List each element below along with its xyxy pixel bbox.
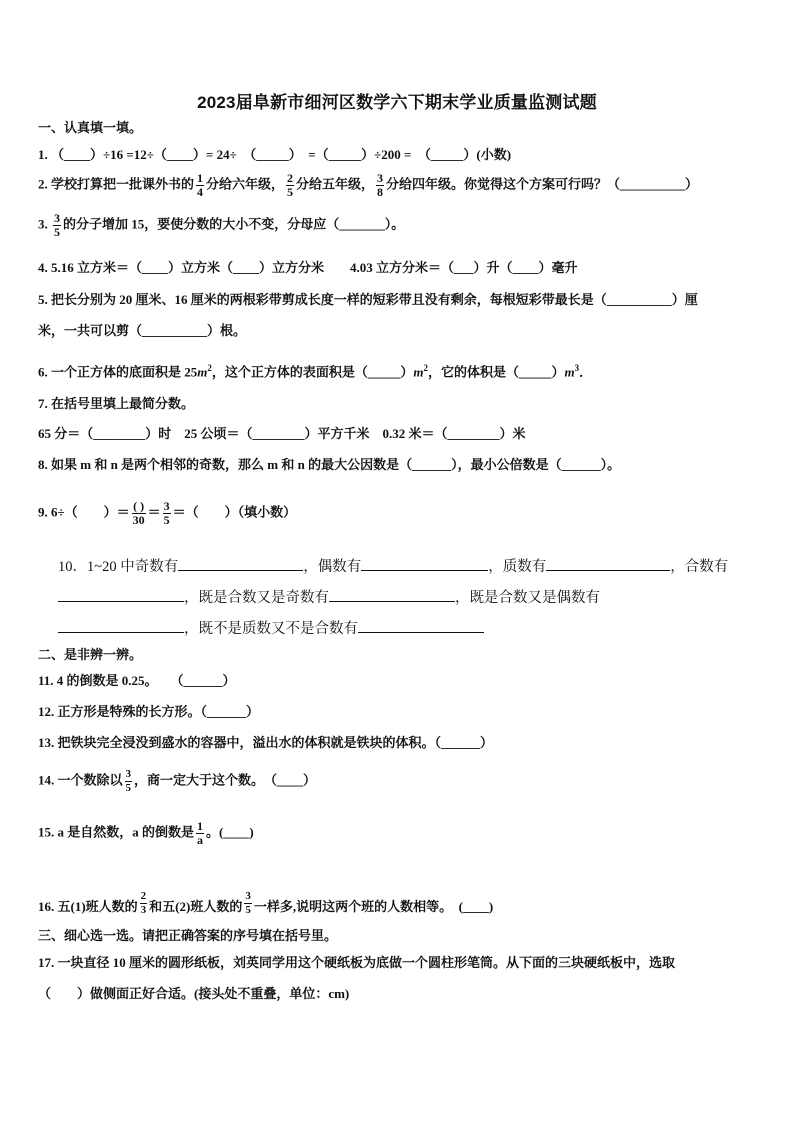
- numerator: 2: [140, 890, 147, 902]
- page-title: 2023届阜新市细河区数学六下期末学业质量监测试题: [197, 93, 597, 112]
- denominator: 5: [125, 782, 132, 794]
- question-3: [38, 212, 756, 239]
- question-10-line-3: [58, 619, 764, 639]
- question-text: ，既不是质数又不是合数有: [184, 621, 358, 637]
- question-text: 10．1~20 中奇数有: [58, 559, 179, 575]
- exponent: 2: [423, 363, 429, 373]
- fraction: [376, 172, 384, 199]
- question-number: 11.: [38, 673, 54, 688]
- section-1-heading: 一、认真填一填。: [38, 120, 143, 135]
- equals: ＝: [147, 504, 161, 520]
- answer-blank[interactable]: [361, 557, 488, 571]
- denominator: 5: [287, 185, 294, 199]
- question-15: [38, 820, 756, 847]
- question-5-line-2: 米，一共可以剪（__________）根。: [38, 323, 247, 338]
- question-text: ，既是合数又是偶数有: [455, 590, 600, 606]
- question-text: ，它的体积是（_____）: [428, 364, 565, 380]
- question-number: 7.: [38, 396, 48, 411]
- question-text: ，偶数有: [303, 559, 362, 575]
- question-number: 6.: [38, 364, 48, 380]
- question-4: [38, 258, 756, 278]
- numerator: 2: [287, 171, 294, 185]
- question-text: 。(____): [206, 824, 254, 840]
- numerator: 1: [197, 819, 204, 833]
- fraction: [53, 212, 61, 239]
- numerator: 3: [125, 768, 132, 780]
- question-6: [38, 358, 756, 382]
- question-text: 和五(2)班人数的: [149, 899, 243, 914]
- question-number: 8.: [38, 457, 48, 472]
- denominator: 4: [197, 185, 204, 199]
- numerator: 3: [245, 890, 251, 902]
- section-2-heading: 二、是非辨一辨。: [38, 647, 143, 662]
- fraction: [163, 500, 171, 527]
- question-text: 4 的倒数是 0.25。 （______）: [56, 673, 236, 688]
- numerator: 3: [54, 211, 60, 225]
- fraction: [196, 820, 204, 847]
- numerator: 1: [197, 171, 204, 185]
- denominator: 3: [140, 904, 147, 916]
- question-number: 5.: [38, 292, 48, 307]
- question-text: 一个数除以: [57, 772, 123, 788]
- numerator: 3: [163, 499, 170, 513]
- question-text: 的分子增加 15，要使分数的大小不变，分母应（_______）。: [63, 216, 405, 232]
- unit: m: [413, 364, 424, 380]
- question-number: 2.: [38, 176, 48, 192]
- question-number: 3.: [38, 216, 48, 232]
- question-number: 14.: [38, 772, 55, 788]
- question-text: 在括号里填上最简分数。: [51, 396, 195, 411]
- question-17-line-2: （ ）做侧面正好合适。(接头处不重叠，单位：cm): [38, 986, 350, 1001]
- question-2: [38, 172, 756, 199]
- fraction: [286, 172, 294, 199]
- question-text: ，这个正方体的表面积是（_____）: [211, 364, 414, 380]
- question-text: 五(1)班人数的: [57, 899, 138, 914]
- question-7: [38, 394, 756, 414]
- fraction: [244, 890, 252, 917]
- numerator: ( ): [133, 499, 145, 513]
- question-text: ＝（ ）（填小数）: [172, 504, 297, 520]
- question-text: 把铁块完全浸没到盛水的容器中，溢出水的体积就是铁块的体积。（______）: [57, 735, 494, 750]
- question-text: 正方形是特殊的长方形。（______）: [57, 704, 260, 719]
- fraction: [125, 768, 133, 795]
- question-1: [38, 145, 756, 165]
- answer-blank[interactable]: [58, 588, 184, 602]
- question-text: ，既是合数又是奇数有: [184, 590, 329, 606]
- question-number: 9.: [38, 504, 48, 520]
- denominator: 5: [245, 904, 251, 916]
- question-text: 分给六年级，: [206, 176, 285, 192]
- question-12: [38, 702, 756, 722]
- denominator: 5: [163, 513, 170, 527]
- question-5-line-1: [38, 290, 756, 310]
- denominator: a: [197, 833, 204, 847]
- question-text: 分给五年级，: [296, 176, 375, 192]
- fraction: [196, 172, 204, 199]
- question-text: （____）÷16 =12÷（____）= 24÷ （_____） =（_____）÷200 = （_____）(小数): [51, 147, 512, 162]
- unit: m: [564, 364, 575, 380]
- answer-blank[interactable]: [178, 557, 303, 571]
- question-text: 如果 m 和 n 是两个相邻的奇数，那么 m 和 n 的最大公因数是（______），最小公倍数是（______）。: [51, 457, 621, 472]
- numerator: 3: [377, 171, 384, 185]
- question-17: [38, 953, 756, 973]
- unit: m: [197, 364, 208, 380]
- question-number: 15.: [38, 824, 55, 840]
- question-text: 把长分别为 20 厘米、16 厘米的两根彩带剪成长度一样的短彩带且没有剩余，每根短彩带最长是（__________）厘: [51, 292, 698, 307]
- question-14: [38, 768, 756, 795]
- answer-blank[interactable]: [329, 588, 455, 602]
- question-number: 12.: [38, 704, 55, 719]
- answer-blank[interactable]: [58, 619, 184, 633]
- question-16: [38, 890, 756, 917]
- question-text: ，质数有: [488, 559, 547, 575]
- answer-blank[interactable]: [546, 557, 670, 571]
- denominator: 30: [132, 513, 145, 527]
- fraction: [132, 500, 146, 527]
- question-8: [38, 455, 756, 475]
- section-3-heading: 三、细心选一选。请把正确答案的序号填在括号里。: [38, 928, 338, 943]
- question-text: ．: [579, 364, 593, 380]
- fraction: [140, 890, 148, 917]
- question-7-line-2: 65 分＝（________）时 25 公顷＝（________）平方千米 0.32 米＝（________）米: [38, 426, 526, 441]
- question-11: [38, 671, 756, 691]
- question-text: ，合数有: [670, 559, 729, 575]
- question-text: ，商一定大于这个数。 （____）: [134, 772, 317, 788]
- answer-blank[interactable]: [358, 619, 484, 633]
- question-text: 一个正方体的底面积是 25: [51, 364, 198, 380]
- question-number: 13.: [38, 735, 55, 750]
- question-number: 1.: [38, 147, 48, 162]
- exponent: 3: [574, 363, 580, 373]
- denominator: 8: [377, 185, 384, 199]
- question-text: a 是自然数，a 的倒数是: [57, 824, 195, 840]
- question-number: 16.: [38, 899, 55, 914]
- question-text: 6÷（ ）＝: [51, 504, 130, 520]
- question-text: 5.16 立方米＝（____）立方米（____）立方分米 4.03 立方分米＝（___）升（____）毫升: [51, 260, 578, 275]
- question-number: 17.: [38, 955, 55, 970]
- question-9: [38, 500, 756, 527]
- exponent: 2: [207, 363, 212, 373]
- question-number: 4.: [38, 260, 48, 275]
- question-10-line-2: [58, 588, 764, 608]
- denominator: 5: [54, 225, 60, 239]
- question-10-line-1: [58, 557, 764, 577]
- question-text: 学校打算把一批课外书的: [51, 176, 195, 192]
- question-13: [38, 733, 756, 753]
- question-text: 分给四年级。你觉得这个方案可行吗？（__________）: [386, 176, 699, 192]
- question-text: 一样多,说明这两个班的人数相等。 (____): [253, 899, 494, 914]
- question-text: 一块直径 10 厘米的圆形纸板，刘英同学用这个硬纸板为底做一个圆柱形笔筒。从下面的三块硬纸板中，选取: [57, 955, 676, 970]
